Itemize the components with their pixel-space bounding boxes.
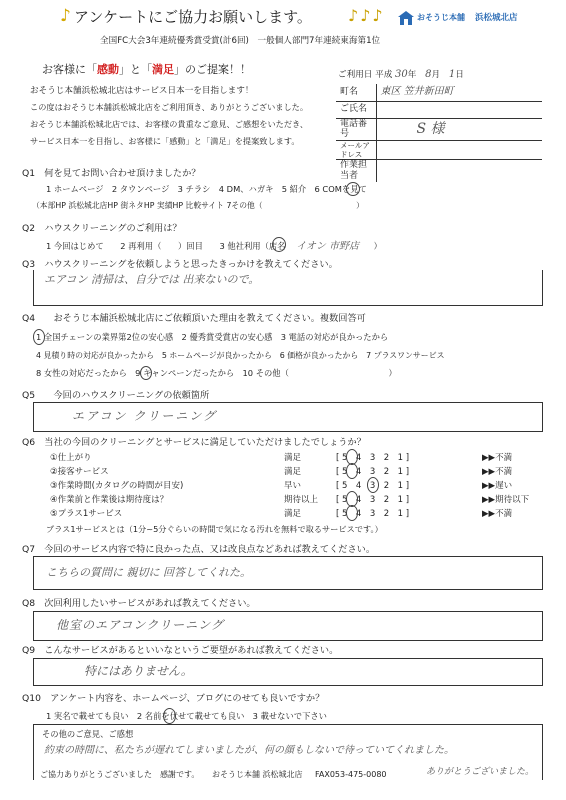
q6-answer-circle	[367, 477, 379, 493]
title-note-icon: ♪	[60, 6, 71, 26]
q6-label: Q6 当社の今回のクリーニングとサービスに満足していただけましたでしょうか？	[22, 437, 366, 448]
q3-answer-box	[33, 270, 543, 306]
footer-shop: おそうじ本舗 浜松城北店	[212, 770, 303, 779]
q10-answer-1: 約束の時間に、私たちが遅れてしまいましたが、何の顔もしないで待っていてくれました。	[44, 745, 454, 756]
intro-line-4: サービス日本一を目指し、お客様に「感動」と「満足」を提案致します。	[30, 136, 300, 146]
footer-thanks: ご協力ありがとうございました 感謝です。	[40, 770, 200, 779]
award-line: 全国FC大会3年連続優秀賞受賞(計6回) 一般個人部門7年連続東海第1位	[100, 36, 381, 46]
q6-item-label: ⑤プラス1サービス	[50, 509, 123, 519]
name-label: ご氏名	[336, 101, 376, 118]
q6-item-right: ▶▶不満	[482, 467, 513, 477]
q6-item-right: ▶▶不満	[482, 453, 513, 463]
q4-line-3: 8 女性の対応だったから 9 キャンペーンだったから 10 その他（ ）	[36, 368, 397, 378]
q6-item-scale: [ 5 4 3 2 1 ]	[336, 467, 410, 477]
q1-label: Q1 何を見てお問い合わせ頂けましたか？	[22, 168, 201, 179]
brand-logo: おそうじ本舗	[417, 13, 465, 22]
q7-answer: こちらの質問に 親切に 回答してくれた。	[46, 566, 251, 579]
phone-label: 電話番号	[336, 118, 376, 141]
q9-label: Q9 こんなサービスがあるといいなというご要望があれば教えてください。	[22, 645, 339, 656]
footer-fax: FAX053-475-0080	[315, 770, 387, 779]
headline-mid: 」と「	[119, 63, 152, 76]
headline-post: 」のご提案！！	[174, 63, 251, 76]
q4-line-1: 1 全国チェーンの業界第2位の安心感 2 優秀賞受賞店の安心感 3 電話の対応が良かったから	[36, 332, 389, 342]
date-month-unit: 月	[431, 70, 441, 80]
q8-label: Q8 次回利用したいサービスがあれば教えてください。	[22, 598, 256, 609]
date-year-unit: 年	[407, 70, 417, 80]
date-year: 30	[395, 69, 408, 80]
q2-options-text: 1 今回はじめて 2 再利用（ ）回目 3 他社利用（店名	[46, 241, 286, 251]
town-value: 東区 笠井新田町	[376, 84, 542, 101]
q6-item-left: 早い	[284, 481, 302, 491]
q4-circle-9	[140, 366, 152, 380]
q6-item-scale: [ 5 4 3 2 1 ]	[336, 481, 410, 491]
q8-answer: 他室のエアコンクリーニング	[56, 618, 224, 632]
q3-label: Q3 ハウスクリーニングを依頼しようと思ったきっかけを教えてください。	[22, 259, 338, 270]
q6-item-left: 満足	[284, 467, 302, 477]
q9-answer: 特にはありません。	[84, 664, 193, 678]
q3-answer: エアコン 清掃は、自分では 出来ないので。	[44, 273, 260, 286]
q6-answer-circle	[346, 463, 358, 479]
q6-item-label: ②接客サービス	[50, 467, 109, 477]
q5-answer: エアコン クリーニング	[72, 409, 217, 423]
q10-answer-2: ありがとうございました。	[426, 767, 535, 777]
intro-line-2: この度はおそうじ本舗浜松城北店をご利用頂き、ありがとうございました。	[30, 102, 309, 112]
page-title: アンケートにご協力お願いします。	[74, 8, 312, 26]
q6-item-right: ▶▶遅い	[482, 481, 513, 491]
q2-options	[46, 241, 382, 253]
staff-label: 作業担当者	[336, 160, 376, 182]
q6-item-label: ④作業前と作業後は期待度は？	[50, 495, 169, 505]
email-value	[376, 141, 542, 160]
q6-item-left: 満足	[284, 509, 302, 519]
q1-answer-circle	[346, 182, 360, 196]
headline-manzoku: 満足	[152, 63, 174, 76]
q6-answer-circle	[346, 505, 358, 521]
phone-value: S 様	[376, 118, 542, 141]
usage-date	[338, 69, 464, 81]
name-value	[376, 101, 542, 118]
music-notes-icon: ♪♪♪	[348, 6, 385, 25]
date-day-unit: 日	[455, 70, 464, 80]
branch-name: 浜松城北店	[475, 13, 518, 23]
q8-answer-box	[33, 611, 543, 641]
q2-label: Q2 ハウスクリーニングのご利用は？	[22, 223, 182, 234]
q1-sub: （本部HP 浜松城北店HP 街ネタHP 実績HP 比較サイト 7その他（ ）	[32, 201, 364, 210]
q1-options: 1 ホームページ 2 タウンページ 3 チラシ 4 DM、ハガキ 5 紹介 6 COMを見て	[46, 184, 367, 194]
q4-circle-1	[33, 329, 45, 345]
q10-label: Q10 アンケート内容を、ホームページ、ブログにのせても良いですか？	[22, 693, 325, 704]
email-label: メールアドレス	[336, 141, 376, 160]
q6-item-left: 期待以上	[284, 495, 319, 505]
q2-answer-circle	[272, 237, 286, 252]
q6-item-scale: [ 5 4 3 2 1 ]	[336, 509, 410, 519]
headline-kando: 感動	[97, 63, 119, 76]
q10-other-label: その他のご意見、ご感想	[42, 729, 134, 739]
q6-item-right: ▶▶不満	[482, 509, 513, 519]
q2-close: ）	[373, 241, 382, 251]
q7-label: Q7 今回のサービス内容で特に良かった点、又は改良点などあれば教えてください。	[22, 544, 376, 555]
q7-answer-box	[33, 556, 543, 590]
q5-answer-box	[33, 402, 543, 432]
customer-info-table	[336, 84, 542, 182]
q6-plus-note: プラス1サービスとは（1分~5分ぐらいの時間で気になる汚れを無料で取るサービスです。）	[46, 524, 383, 534]
q6-item-right: ▶▶期待以下	[482, 495, 530, 505]
staff-value	[376, 160, 542, 182]
date-day: 1	[448, 69, 456, 80]
headline-pre: お客様に「	[42, 63, 97, 76]
q6-item-left: 満足	[284, 453, 302, 463]
q5-label: Q5 今回のハウスクリーニングの依頼箇所	[22, 390, 210, 401]
q6-item-label: ③作業時間(カタログの時間が目安)	[50, 481, 184, 491]
q6-item-label: ①仕上がり	[50, 453, 92, 463]
intro-line-1: おそうじ本舗浜松城北店はサービス日本一を目指します！	[30, 86, 254, 96]
intro-line-3: おそうじ本舗浜松城北店では、お客様の貴重なご意見、ご感想をいただき、	[30, 119, 309, 129]
q9-answer-box	[33, 658, 543, 686]
q10-answer-circle	[163, 708, 176, 724]
town-label: 町名	[336, 84, 376, 101]
q10-options: 1 実名で載せても良い 2 名前を伏せて載せても良い 3 載せないで下さい	[46, 711, 327, 721]
q2-shop-answer: イオン 市野店	[296, 241, 360, 252]
date-label: ご利用日 平成	[338, 70, 393, 80]
intro-headline	[42, 63, 251, 76]
date-month: 8	[425, 69, 432, 80]
q4-line-2: 4 見積り時の対応が良かったから 5 ホームページが良かったから 6 価格が良かったから 7 プラスワンサービス	[36, 351, 445, 360]
house-logo-icon	[398, 11, 414, 25]
q6-item-scale: [ 5 4 3 2 1 ]	[336, 495, 410, 505]
q4-label: Q4 おそうじ本舗浜松城北店にご依頼頂いた理由を教えてください。複数回答可	[22, 313, 366, 324]
q6-item-scale: [ 5 4 3 2 1 ]	[336, 453, 410, 463]
